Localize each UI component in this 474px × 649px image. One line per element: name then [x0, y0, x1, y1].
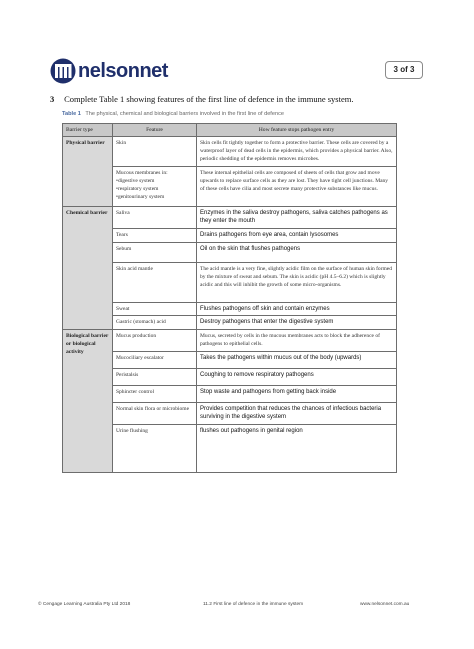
table-row	[63, 330, 397, 352]
footer-section: 11.2 First line of defence in the immune system	[203, 602, 304, 607]
table-row	[63, 263, 397, 303]
table-row	[63, 167, 397, 207]
entry-cell: Coughing to remove respiratory pathogens	[197, 369, 397, 386]
feature-cell: Tears	[113, 229, 197, 243]
entry-cell: These internal epithelial cells are composed of sheets of cells that grow and move upwards to replace surface cells as they are lost. They have tight cell junctions. Many of these cells have cilia and most secrete many protective substances like mucus.	[197, 167, 397, 207]
table-caption-text: The physical, chemical and biological barriers involved in the first line of defence	[85, 111, 284, 117]
barrier-type-chemical: Chemical barrier	[63, 207, 113, 330]
header-feature: Feature	[113, 124, 197, 137]
table-header-row	[63, 124, 397, 137]
feature-bullet: • genitourinary system	[116, 193, 193, 201]
feature-bullet: • respiratory system	[116, 185, 193, 193]
entry-cell: Takes the pathogens within mucus out of the body (upwards)	[197, 352, 397, 369]
feature-cell: Skin acid mantle	[113, 263, 197, 303]
entry-cell: Provides competition that reduces the chances of infectious bacteria surviving in the digestive system	[197, 403, 397, 425]
question	[50, 94, 430, 104]
feature-cell: Mucociliary escalator	[113, 352, 197, 369]
feature-cell: Normal skin flora or microbiome	[113, 403, 197, 425]
feature-cell: Peristalsis	[113, 369, 197, 386]
feature-cell: Mucus production	[113, 330, 197, 352]
entry-cell: Drains pathogens from eye area, contain lysosomes	[197, 229, 397, 243]
barrier-type-physical: Physical barrier	[63, 137, 113, 207]
feature-cell	[113, 167, 197, 207]
feature-bullet: • digestive system	[116, 177, 193, 185]
feature-cell: Saliva	[113, 207, 197, 229]
feature-cell: Sebum	[113, 243, 197, 263]
table-row	[63, 243, 397, 263]
nelsonnet-logo	[50, 58, 174, 84]
nelsonnet-logo-icon	[50, 58, 76, 84]
table-row	[63, 229, 397, 243]
table-row	[63, 386, 397, 403]
feature-cell: Urine flushing	[113, 425, 197, 473]
entry-cell: Stop waste and pathogens from getting back inside	[197, 386, 397, 403]
table-caption-label: Table 1	[62, 111, 81, 117]
header-entry: How feature stops pathogen entry	[197, 124, 397, 137]
feature-cell: Gastric (stomach) acid	[113, 316, 197, 330]
entry-cell: Enzymes in the saliva destroy pathogens, saliva catches pathogens as they enter the mouth	[197, 207, 397, 229]
feature-title: Mucous membranes in:	[116, 170, 168, 176]
table-row	[63, 369, 397, 386]
table-row	[63, 352, 397, 369]
feature-cell: Sweat	[113, 303, 197, 316]
entry-cell: Skin cells fit tightly together to form a protective barrier. These cells are covered by a waterproof layer of dead cells in the epidermis, which provides a physical barrier. Also, periodic shedding of the epidermis removes microbes.	[197, 137, 397, 167]
table-row	[63, 425, 397, 473]
entry-cell: Mucus, secreted by cells in the mucous membranes acts to block the adherence of pathogens to epithelial cells.	[197, 330, 397, 352]
entry-cell: Destroy pathogens that enter the digestive system	[197, 316, 397, 330]
page-indicator: 3 of 3	[385, 61, 423, 79]
entry-cell: The acid mantle is a very fine, slightly acidic film on the surface of human skin formed by the mixture of sweat and sebum. The skin is acidic (pH 4.5–6.2) which is slightly acidic and this will inhibit the growth of some micro-organisms.	[197, 263, 397, 303]
footer-copyright: © Cengage Learning Australia Pty Ltd 2018	[38, 602, 131, 607]
barrier-type-biological: Biological barrier or biological activity	[63, 330, 113, 473]
entry-cell: Oil on the skin that flushes pathogens	[197, 243, 397, 263]
logo-text: nelsonnet	[78, 60, 168, 82]
question-text: Complete Table 1 showing features of the first line of defence in the immune system.	[64, 94, 354, 104]
table-row	[63, 303, 397, 316]
question-number: 3	[50, 94, 55, 104]
table-row	[63, 137, 397, 167]
table-caption	[62, 111, 284, 117]
header-barrier-type: Barrier type	[63, 124, 113, 137]
table-row	[63, 316, 397, 330]
feature-cell: Skin	[113, 137, 197, 167]
feature-cell: Sphincter control	[113, 386, 197, 403]
table-row	[63, 207, 397, 229]
entry-cell: Flushes pathogens off skin and contain enzymes	[197, 303, 397, 316]
footer-website: www.nelsonnet.com.au	[360, 602, 410, 607]
defence-table	[62, 123, 397, 473]
table-row	[63, 403, 397, 425]
entry-cell: flushes out pathogens in genital region	[197, 425, 397, 473]
